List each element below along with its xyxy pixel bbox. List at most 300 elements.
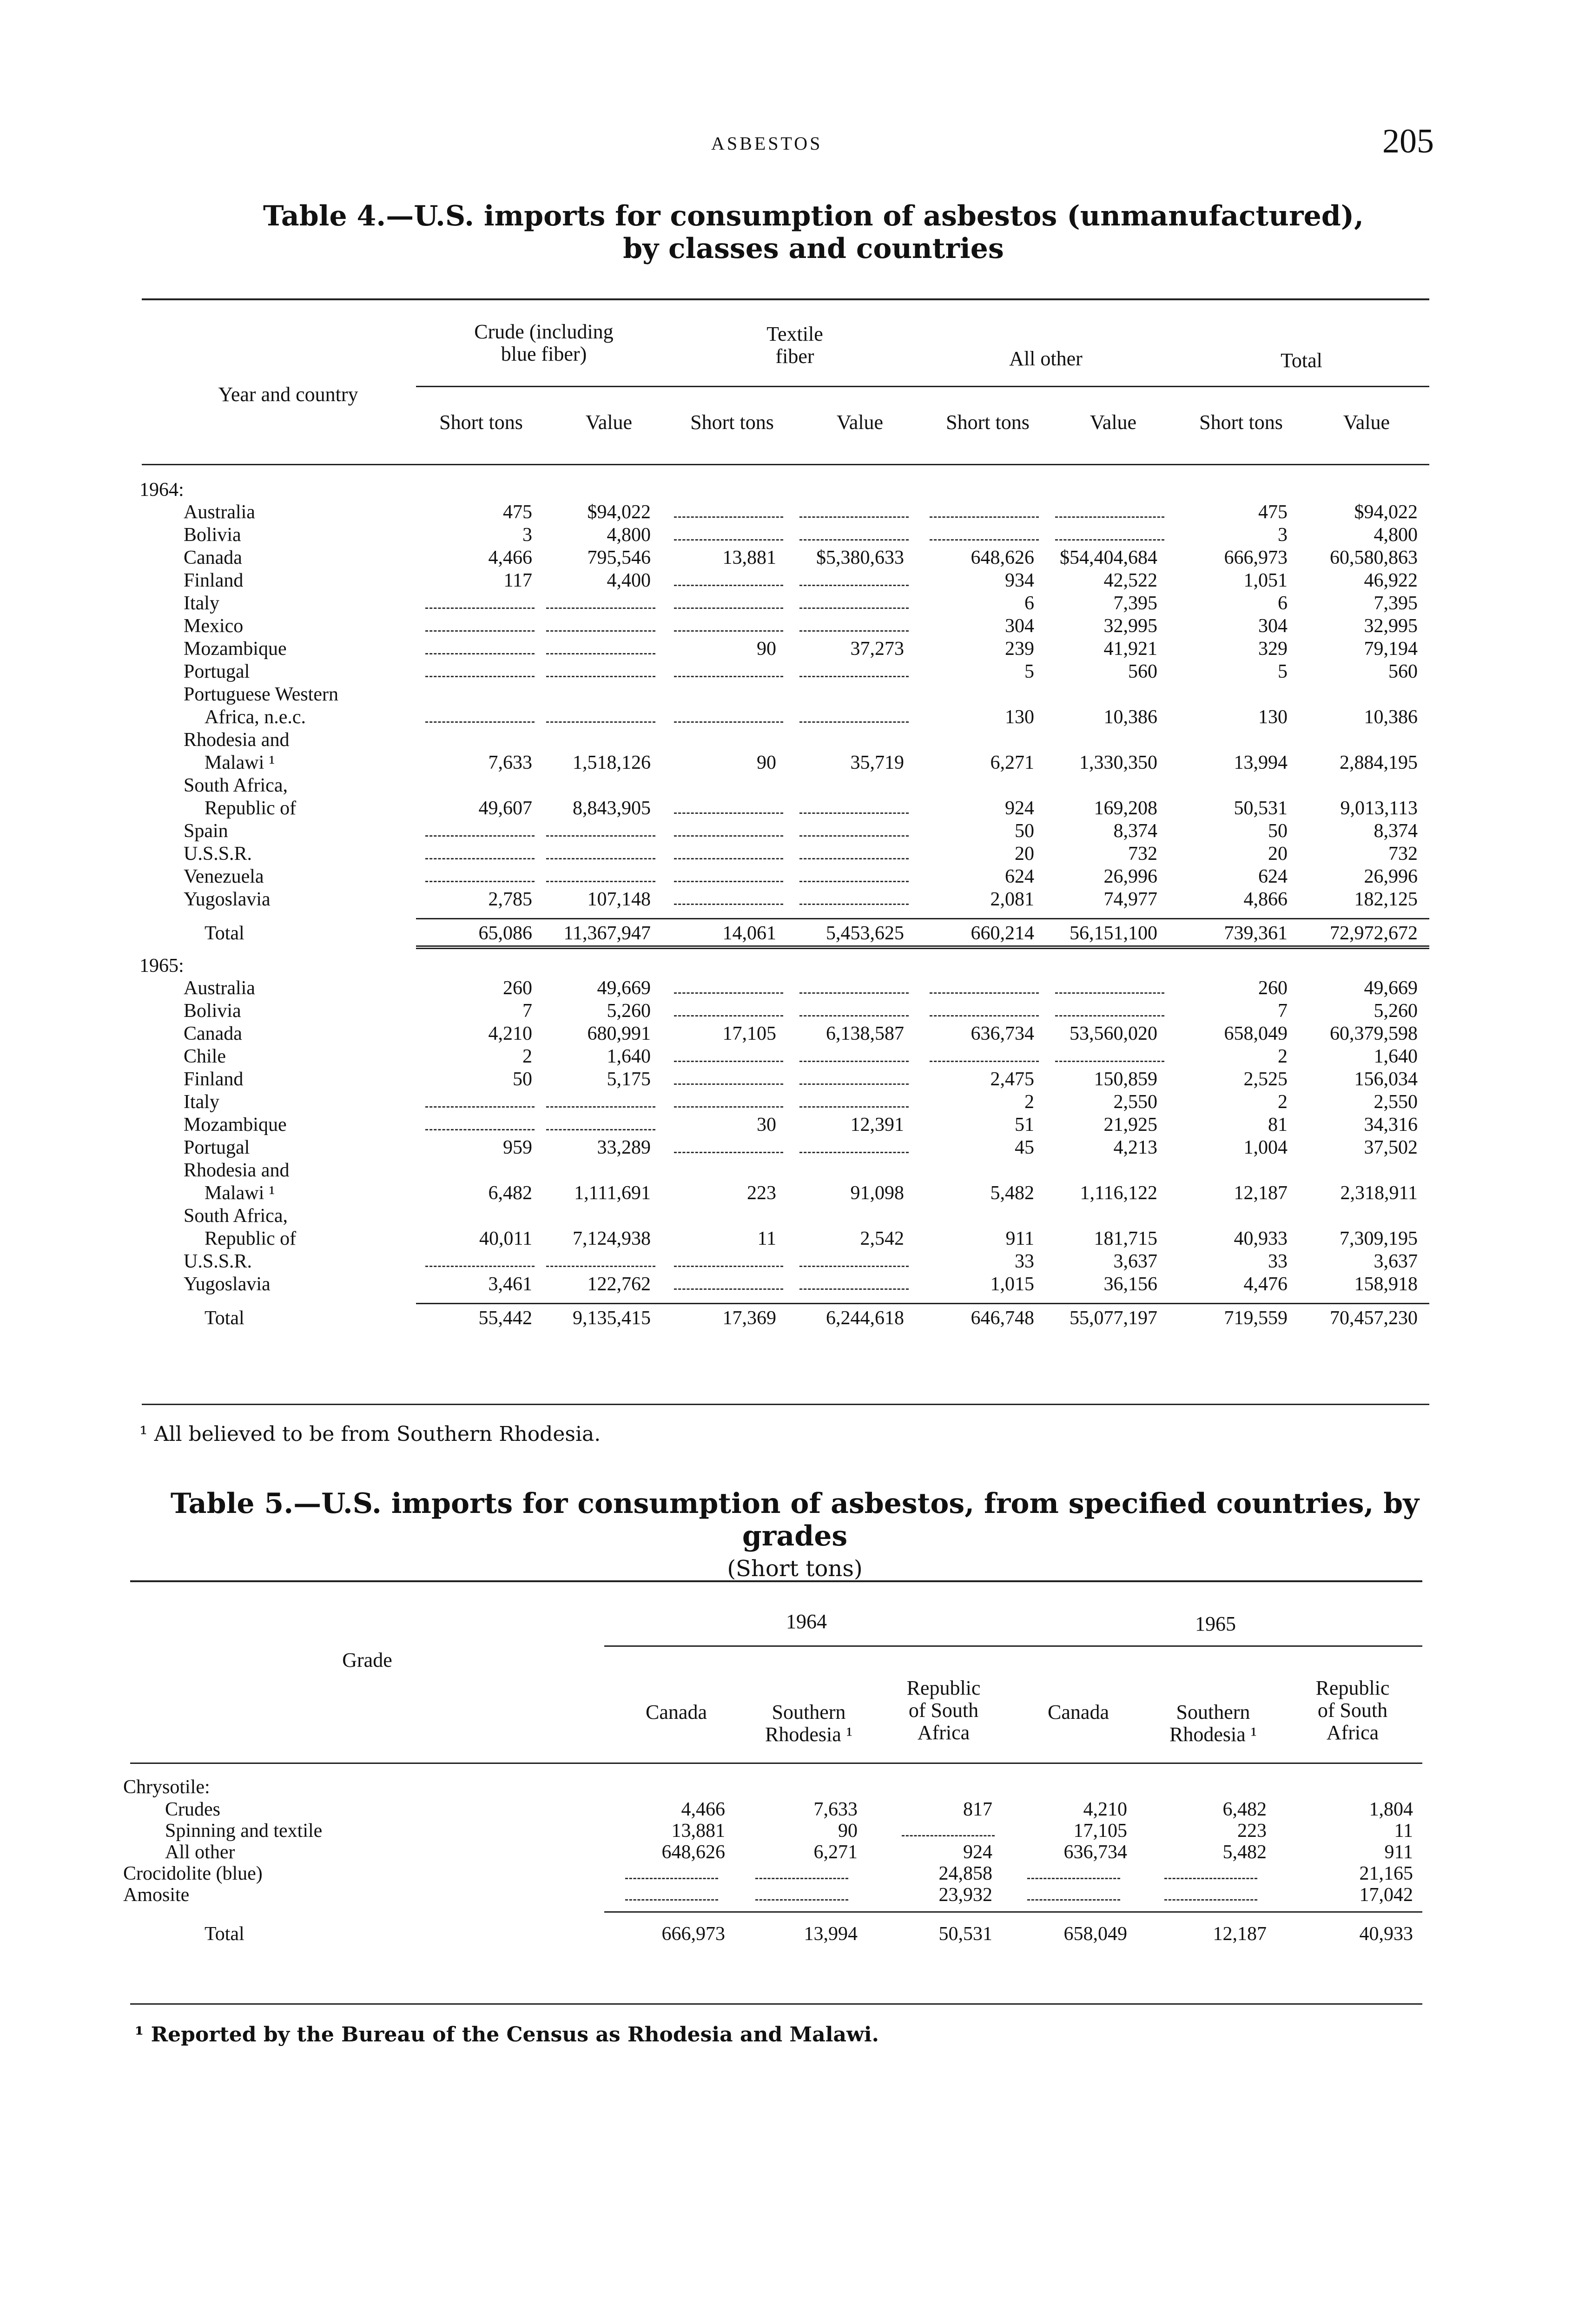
table4-cell: 1,051 <box>1243 570 1288 591</box>
table4-subheader-short-tons: Short tons <box>439 411 523 434</box>
table4-row-label: Italy <box>184 1091 219 1113</box>
table5-cell: 4,466 <box>681 1799 725 1820</box>
table4-total-cell: 55,077,197 <box>1070 1307 1157 1329</box>
table4-empty-cell-dash <box>799 585 909 586</box>
table4-empty-cell-dash <box>674 1106 783 1108</box>
table4-title-line1: Table 4.—U.S. imports for consumption of asbestos (unmanufactured), <box>263 200 1364 232</box>
table4-total-label: Total <box>205 1307 244 1329</box>
table4-empty-cell-dash <box>425 676 535 677</box>
table4-cell: 13,881 <box>722 547 776 568</box>
table4-cell: 2,550 <box>1374 1091 1418 1113</box>
table4-empty-cell-dash <box>546 676 655 677</box>
table4-row-label: Republic of <box>205 798 297 819</box>
table4-bottom-rule <box>142 1404 1429 1405</box>
table4-cell: 50,531 <box>1234 798 1288 819</box>
table5-header-midrule <box>604 1645 1422 1647</box>
table4-cell: 130 <box>1258 706 1288 728</box>
table4-row-label: Canada <box>184 1023 242 1044</box>
table4-empty-cell-dash <box>799 1266 909 1267</box>
table4-empty-cell-dash <box>674 1061 783 1062</box>
table4-empty-cell-dash <box>799 904 909 905</box>
table4-cell: 475 <box>503 502 532 523</box>
table5-cell: 7,633 <box>813 1799 858 1820</box>
table5-subheader-canada: Canada <box>1048 1701 1109 1723</box>
table5-row-label: Amosite <box>123 1884 190 1906</box>
table4-cell: 9,013,113 <box>1340 798 1418 819</box>
table4-empty-cell-dash <box>799 812 909 814</box>
table5-bottom-rule <box>130 2003 1422 2005</box>
table4-cell: 304 <box>1005 615 1034 637</box>
table5-total-cell: 40,933 <box>1359 1923 1413 1945</box>
table4-total-cell: 17,369 <box>722 1307 776 1329</box>
table4-total-cell: 739,361 <box>1224 923 1288 944</box>
table4-empty-cell-dash <box>930 1061 1039 1062</box>
table5-total-cell: 658,049 <box>1063 1923 1127 1945</box>
table4-row-label: South Africa, <box>184 1205 288 1227</box>
table4-cell: 17,105 <box>722 1023 776 1044</box>
table4-empty-cell-dash <box>546 858 655 859</box>
table4-total-cell: 65,086 <box>478 923 532 944</box>
table4-cell: 90 <box>757 752 776 773</box>
table4-cell: 50 <box>1015 820 1034 842</box>
table4-cell: 260 <box>503 977 532 999</box>
table4-empty-cell-dash <box>674 1015 783 1017</box>
table4-cell: 4,800 <box>1374 524 1418 546</box>
table4-cell: 666,973 <box>1224 547 1288 568</box>
table4-cell: 1,004 <box>1243 1137 1288 1158</box>
table4-cell: 5 <box>1278 661 1288 682</box>
table5-cell: 11 <box>1394 1820 1413 1842</box>
table5-header-grade: Grade <box>342 1649 392 1671</box>
table4-cell: 680,991 <box>587 1023 651 1044</box>
table5-empty-cell-dash <box>902 1835 995 1836</box>
table4-subheader-value: Value <box>836 411 884 434</box>
table4-cell: 2 <box>522 1046 532 1067</box>
table4-row-label: U.S.S.R. <box>184 1251 252 1272</box>
table4-total-label: Total <box>205 923 244 944</box>
table4-cell: 924 <box>1005 798 1034 819</box>
table4-cell: 5,482 <box>990 1182 1034 1204</box>
table4-row-label: Yugoslavia <box>184 889 271 910</box>
table4-empty-cell-dash <box>546 721 655 723</box>
table4-cell: $94,022 <box>587 502 651 523</box>
table4-cell: 6,271 <box>990 752 1034 773</box>
table5-row-label: Crudes <box>165 1799 220 1820</box>
table4-cell: 33 <box>1015 1251 1034 1272</box>
table4-empty-cell-dash <box>799 1061 909 1062</box>
table4-cell: 636,734 <box>971 1023 1034 1044</box>
table4-cell: 37,502 <box>1364 1137 1418 1158</box>
table4-empty-cell-dash <box>799 1288 909 1290</box>
table5-total-cell: 12,187 <box>1213 1923 1267 1945</box>
table4-cell: 5,260 <box>1374 1000 1418 1022</box>
table4-cell: 10,386 <box>1103 706 1157 728</box>
table5-cell: 17,105 <box>1073 1820 1127 1842</box>
table4-cell: 50 <box>1268 820 1288 842</box>
table5-footnote: ¹ Reported by the Bureau of the Census as Rhodesia and Malawi. <box>135 2023 879 2047</box>
table5-subtitle: (Short tons) <box>727 1556 863 1582</box>
table5-total-cell: 50,531 <box>938 1923 992 1945</box>
table4-cell: 4,213 <box>1113 1137 1157 1158</box>
table4-cell: 2,884,195 <box>1340 752 1418 773</box>
table4-row-label: Australia <box>184 502 255 523</box>
table4-header-textile: Textile fiber <box>766 323 823 368</box>
table4-cell: 107,148 <box>587 889 651 910</box>
table4-header-total: Total <box>1281 349 1322 372</box>
table4-cell: 6,482 <box>488 1182 532 1204</box>
table4-cell: 81 <box>1268 1114 1288 1136</box>
table4-empty-cell-dash <box>930 516 1039 518</box>
table5-total-cell: 666,973 <box>661 1923 725 1945</box>
table4-subheader-short-tons: Short tons <box>1199 411 1283 434</box>
table4-row-label: Finland <box>184 1069 244 1090</box>
table4-cell: 91,098 <box>850 1182 904 1204</box>
table4-title-line2: by classes and countries <box>623 232 1004 265</box>
table4-row-label: Bolivia <box>184 1000 241 1022</box>
table5-subheader-south-africa: Republic of South Africa <box>906 1677 981 1744</box>
table5-row-label: Spinning and textile <box>165 1820 323 1842</box>
table4-cell: 1,640 <box>607 1046 651 1067</box>
table4-cell: 1,015 <box>990 1274 1034 1295</box>
table4-cell: 60,379,598 <box>1330 1023 1418 1044</box>
table4-cell: 49,607 <box>478 798 532 819</box>
table5-cell: 21,165 <box>1359 1863 1413 1884</box>
table4-empty-cell-dash <box>425 607 535 609</box>
table4-empty-cell-dash <box>425 721 535 723</box>
table4-row-label: U.S.S.R. <box>184 843 252 865</box>
table4-empty-cell-dash <box>799 607 909 609</box>
table4-cell: 1,111,691 <box>574 1182 651 1204</box>
table4-cell: 11 <box>757 1228 776 1249</box>
table5-subheader-canada: Canada <box>646 1701 707 1723</box>
table4-cell: 40,933 <box>1234 1228 1288 1249</box>
table4-row-label: Rhodesia and <box>184 1160 290 1181</box>
table4-cell: 7,395 <box>1374 593 1418 614</box>
table4-row-label: Finland <box>184 570 244 591</box>
table4-empty-cell-dash <box>425 1266 535 1267</box>
table4-cell: 223 <box>747 1182 776 1204</box>
table4-year-label: 1965: <box>139 955 184 977</box>
table4-cell: 37,273 <box>850 638 904 660</box>
table4-cell: 150,859 <box>1094 1069 1157 1090</box>
table4-total-cell: 646,748 <box>971 1307 1034 1329</box>
table4-cell: 2 <box>1278 1091 1288 1113</box>
table5-header-1965: 1965 <box>1195 1612 1236 1635</box>
table4-cell: 3 <box>522 524 532 546</box>
running-head: ASBESTOS <box>711 133 823 154</box>
table4-cell: 239 <box>1005 638 1034 660</box>
table4-empty-cell-dash <box>674 1083 783 1085</box>
table4-empty-cell-dash <box>674 585 783 586</box>
table5-total-label: Total <box>205 1923 244 1945</box>
table4-cell: 732 <box>1128 843 1157 865</box>
table4-cell: 624 <box>1005 866 1034 887</box>
table4-cell: 50 <box>513 1069 532 1090</box>
table4-cell: 3,461 <box>488 1274 532 1295</box>
table5-cell: 4,210 <box>1083 1799 1127 1820</box>
table4-cell: 158,918 <box>1354 1274 1418 1295</box>
table4-row-label: Portuguese Western <box>184 684 338 705</box>
table4-total-cell: 719,559 <box>1224 1307 1288 1329</box>
table5-title <box>116 1487 1473 1585</box>
table4-empty-cell-dash <box>674 812 783 814</box>
table4-empty-cell-dash <box>799 721 909 723</box>
table4-cell: 560 <box>1388 661 1418 682</box>
table4-cell: 79,194 <box>1364 638 1418 660</box>
table4-cell: 2,550 <box>1113 1091 1157 1113</box>
table4-cell: 7 <box>522 1000 532 1022</box>
table4-row-label: Portugal <box>184 1137 250 1158</box>
table4-cell: 4,476 <box>1243 1274 1288 1295</box>
table4-subheader-value: Value <box>1343 411 1390 434</box>
table4-empty-cell-dash <box>425 858 535 859</box>
table5-cell: 5,482 <box>1222 1842 1267 1863</box>
table5-cell: 924 <box>963 1842 992 1863</box>
table4-cell: 21,925 <box>1103 1114 1157 1136</box>
table5-top-rule <box>130 1580 1422 1582</box>
table4-empty-cell-dash <box>425 881 535 882</box>
table4-cell: 260 <box>1258 977 1288 999</box>
table5-empty-cell-dash <box>755 1899 848 1901</box>
table4-cell: 934 <box>1005 570 1034 591</box>
table4-cell: 42,522 <box>1103 570 1157 591</box>
table4-cell: 46,922 <box>1364 570 1418 591</box>
table4-cell: 4,400 <box>607 570 651 591</box>
table4-cell: 911 <box>1005 1228 1034 1249</box>
table5-empty-cell-dash <box>625 1899 718 1901</box>
table5-cell: 17,042 <box>1359 1884 1413 1906</box>
table4-cell: 35,719 <box>850 752 904 773</box>
table4-subheader-short-tons: Short tons <box>690 411 774 434</box>
table5-cell: 24,858 <box>938 1863 992 1884</box>
table4-cell: 1,330,350 <box>1079 752 1157 773</box>
table5-subheader-southern-rhodesia: Southern Rhodesia ¹ <box>765 1701 852 1746</box>
table4-empty-cell-dash <box>425 835 535 837</box>
table4-total-cell: 6,244,618 <box>826 1307 904 1329</box>
table4-cell: 475 <box>1258 502 1288 523</box>
table4-cell: 6,138,587 <box>826 1023 904 1044</box>
table5-group-label: Chrysotile: <box>123 1776 210 1798</box>
table4-cell: 5,260 <box>607 1000 651 1022</box>
table5-empty-cell-dash <box>1164 1899 1257 1901</box>
table4-cell: $5,380,633 <box>816 547 904 568</box>
table5-cell: 636,734 <box>1063 1842 1127 1863</box>
table4-cell: 7,395 <box>1113 593 1157 614</box>
table4-cell: 12,187 <box>1234 1182 1288 1204</box>
table5-empty-cell-dash <box>1027 1878 1120 1879</box>
table5-subheader-south-africa: Republic of South Africa <box>1315 1677 1390 1744</box>
table4-empty-cell-dash <box>674 992 783 994</box>
table4-empty-cell-dash <box>799 1083 909 1085</box>
table4-empty-cell-dash <box>674 676 783 677</box>
table4-cell: 1,640 <box>1374 1046 1418 1067</box>
table5-empty-cell-dash <box>1164 1878 1257 1879</box>
table5-empty-cell-dash <box>755 1878 848 1879</box>
table4-cell: 6 <box>1278 593 1288 614</box>
table4-row-label: Spain <box>184 820 228 842</box>
table4-cell: 648,626 <box>971 547 1034 568</box>
table4-empty-cell-dash <box>425 630 535 632</box>
table4-footnote: ¹ All believed to be from Southern Rhodesia. <box>139 1422 601 1446</box>
table4-row-label: Mexico <box>184 615 244 637</box>
table4-row-label: Mozambique <box>184 638 287 660</box>
table4-total-rule <box>416 918 1429 919</box>
table5-cell: 648,626 <box>661 1842 725 1863</box>
table4-header-midrule <box>416 386 1429 387</box>
table4-row-label: Republic of <box>205 1228 297 1249</box>
table4-cell: 2,475 <box>990 1069 1034 1090</box>
table4-cell: 51 <box>1015 1114 1034 1136</box>
table4-cell: $94,022 <box>1354 502 1418 523</box>
table4-cell: 182,125 <box>1354 889 1418 910</box>
table4-empty-cell-dash <box>546 1266 655 1267</box>
table4-empty-cell-dash <box>674 1288 783 1290</box>
table4-title <box>139 200 1487 265</box>
table4-cell: 795,546 <box>587 547 651 568</box>
table4-cell: 1,116,122 <box>1080 1182 1157 1204</box>
table4-total-cell: 9,135,415 <box>573 1307 651 1329</box>
table4-empty-cell-dash <box>674 516 783 518</box>
table5-header-bottom-rule <box>130 1763 1422 1764</box>
table4-cell: 732 <box>1388 843 1418 865</box>
table5-cell: 90 <box>838 1820 858 1842</box>
table5-cell: 23,932 <box>938 1884 992 1906</box>
table4-cell: 7 <box>1278 1000 1288 1022</box>
table4-empty-cell-dash <box>799 1015 909 1017</box>
table4-empty-cell-dash <box>674 904 783 905</box>
table4-cell: 4,210 <box>488 1023 532 1044</box>
table4-empty-cell-dash <box>674 1152 783 1153</box>
table4-row-label: Yugoslavia <box>184 1274 271 1295</box>
table4-empty-cell-dash <box>799 858 909 859</box>
table4-total-cell: 70,457,230 <box>1330 1307 1418 1329</box>
table4-total-cell: 11,367,947 <box>563 923 651 944</box>
table4-total-rule <box>416 1303 1429 1304</box>
table4-empty-cell-dash <box>674 630 783 632</box>
table4-cell: 6 <box>1024 593 1034 614</box>
table4-cell: 156,034 <box>1354 1069 1418 1090</box>
table5-total-cell: 13,994 <box>804 1923 858 1945</box>
table5-empty-cell-dash <box>625 1878 718 1879</box>
table4-empty-cell-dash <box>799 881 909 882</box>
table4-cell: 45 <box>1015 1137 1034 1158</box>
table4-cell: 41,921 <box>1103 638 1157 660</box>
table5-title-text: Table 5.—U.S. imports for consumption of asbestos, from specified countries, by grades <box>170 1487 1420 1552</box>
table4-row-label: Malawi ¹ <box>205 1182 275 1204</box>
table4-empty-cell-dash <box>674 721 783 723</box>
table4-cell: 130 <box>1005 706 1034 728</box>
table4-empty-cell-dash <box>425 1129 535 1130</box>
table4-row-label: Australia <box>184 977 255 999</box>
table4-cell: 2 <box>1024 1091 1034 1113</box>
table4-cell: 8,843,905 <box>573 798 651 819</box>
table5-subheader-southern-rhodesia: Southern Rhodesia ¹ <box>1169 1701 1257 1746</box>
table4-subheader-value: Value <box>585 411 633 434</box>
table4-cell: 2,318,911 <box>1340 1182 1418 1204</box>
table4-empty-cell-dash <box>546 881 655 882</box>
table4-cell: 304 <box>1258 615 1288 637</box>
table5-cell: 817 <box>963 1799 992 1820</box>
table4-cell: 26,996 <box>1103 866 1157 887</box>
table4-cell: 5 <box>1024 661 1034 682</box>
table4-top-rule <box>142 298 1429 300</box>
table4-cell: 90 <box>757 638 776 660</box>
table4-cell: 2 <box>1278 1046 1288 1067</box>
table4-cell: 658,049 <box>1224 1023 1288 1044</box>
table5-row-label: Crocidolite (blue) <box>123 1863 263 1884</box>
table4-empty-cell-dash <box>930 992 1039 994</box>
table4-total-cell: 14,061 <box>722 923 776 944</box>
page-number: 205 <box>1382 122 1434 160</box>
table5-cell: 13,881 <box>671 1820 725 1842</box>
table4-total-cell: 56,151,100 <box>1070 923 1157 944</box>
table4-cell: 2,542 <box>860 1228 904 1249</box>
table4-subheader-value: Value <box>1090 411 1137 434</box>
table4-empty-cell-dash <box>546 607 655 609</box>
table4-cell: 13,994 <box>1234 752 1288 773</box>
table4-header-crude: Crude (including blue fiber) <box>474 320 614 365</box>
table4-empty-cell-dash <box>546 835 655 837</box>
table4-empty-cell-dash <box>799 835 909 837</box>
table4-cell: 329 <box>1258 638 1288 660</box>
table5-header-1964: 1964 <box>786 1610 827 1633</box>
table4-year-label: 1964: <box>139 479 184 501</box>
table4-cell: 32,995 <box>1103 615 1157 637</box>
table4-cell: 60,580,863 <box>1330 547 1418 568</box>
table4-cell: 74,977 <box>1103 889 1157 910</box>
table4-empty-cell-dash <box>546 1106 655 1108</box>
table4-cell: 122,762 <box>587 1274 651 1295</box>
table4-cell: $54,404,684 <box>1060 547 1157 568</box>
table5-total-rule <box>604 1911 1422 1913</box>
table4-cell: 560 <box>1128 661 1157 682</box>
table4-row-label: Italy <box>184 593 219 614</box>
table4-empty-cell-dash <box>674 835 783 837</box>
table4-empty-cell-dash <box>799 1106 909 1108</box>
table4-row-label: Rhodesia and <box>184 729 290 751</box>
table4-cell: 34,316 <box>1364 1114 1418 1136</box>
table4-cell: 169,208 <box>1094 798 1157 819</box>
table4-cell: 1,518,126 <box>573 752 651 773</box>
table4-empty-cell-dash <box>674 881 783 882</box>
table5-empty-cell-dash <box>1027 1899 1120 1901</box>
table4-empty-cell-dash <box>425 1106 535 1108</box>
table4-empty-cell-dash <box>799 992 909 994</box>
table4-row-label: Canada <box>184 547 242 568</box>
table4-row-label: Chile <box>184 1046 226 1067</box>
table4-row-label: Bolivia <box>184 524 241 546</box>
table4-total-cell: 72,972,672 <box>1330 923 1418 944</box>
table4-cell: 4,866 <box>1243 889 1288 910</box>
table4-cell: 40,011 <box>479 1228 532 1249</box>
table5-cell: 6,482 <box>1222 1799 1267 1820</box>
table4-empty-cell-dash <box>674 858 783 859</box>
table4-cell: 3 <box>1278 524 1288 546</box>
table4-subheader-short-tons: Short tons <box>946 411 1030 434</box>
table4-empty-cell-dash <box>674 1266 783 1267</box>
table4-empty-cell-dash <box>799 539 909 541</box>
table4-cell: 12,391 <box>850 1114 904 1136</box>
table4-empty-cell-dash <box>425 653 535 654</box>
table4-cell: 5,175 <box>607 1069 651 1090</box>
table4-row-label: Mozambique <box>184 1114 287 1136</box>
table4-cell: 4,800 <box>607 524 651 546</box>
table5-cell: 223 <box>1237 1820 1267 1842</box>
table5-row-label: All other <box>165 1842 235 1863</box>
table4-empty-cell-dash <box>546 630 655 632</box>
table4-empty-cell-dash <box>799 630 909 632</box>
table4-empty-cell-dash <box>674 539 783 541</box>
